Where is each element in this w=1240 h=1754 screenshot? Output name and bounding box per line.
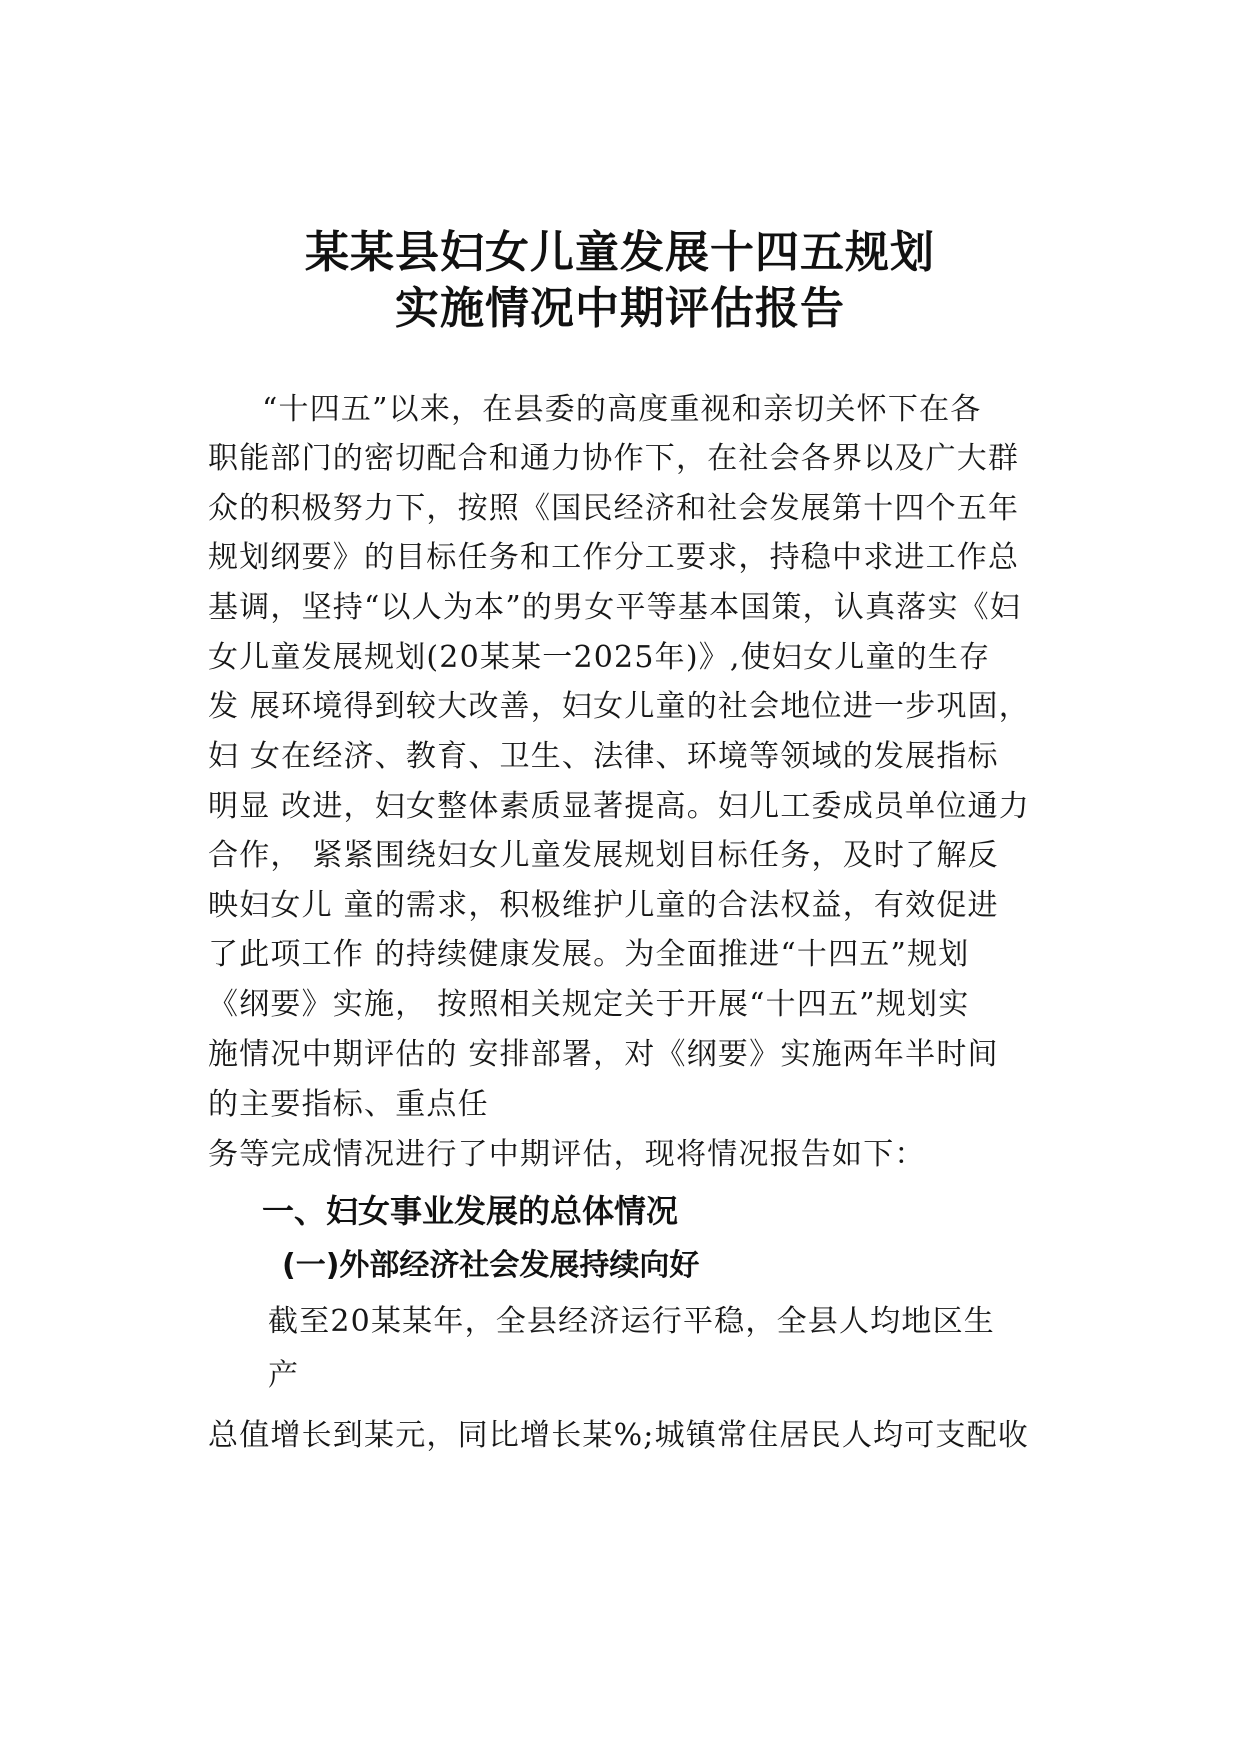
intro-line: 了此项工作 的持续健康发展。为全面推进“十四五”规划 xyxy=(208,937,970,972)
section-heading: 一、妇女事业发展的总体情况 xyxy=(262,1192,679,1230)
intro-line: 合作， 紧紧围绕妇女儿童发展规划目标任务，及时了解反 xyxy=(208,838,999,873)
intro-line: 规划纲要》的目标任务和工作分工要求，持稳中求进工作总 xyxy=(208,540,1020,575)
intro-line: 明显 改进，妇女整体素质显著提高。妇儿工委成员单位通力 xyxy=(208,789,1030,824)
intro-line: “十四五”以来，在县委的高度重视和亲切关怀下在各 xyxy=(262,392,982,427)
body-line: 截至20某某年，全县经济运行平稳，全县人均地区生 xyxy=(268,1304,995,1339)
intro-line: 的主要指标、重点任 xyxy=(208,1087,489,1122)
subsection-heading: (一)外部经济社会发展持续向好 xyxy=(282,1248,700,1283)
intro-line: 基调，坚持“以人为本”的男女平等基本国策，认真落实《妇 xyxy=(208,590,1022,625)
intro-line: 映妇女儿 童的需求，积极维护儿童的合法权益，有效促进 xyxy=(208,888,999,923)
document-title-line1: 某某县妇女儿童发展十四五规划 xyxy=(305,227,935,278)
intro-line: 职能部门的密切配合和通力协作下，在社会各界以及广大群 xyxy=(208,441,1020,476)
body-line: 产 xyxy=(268,1358,300,1393)
intro-line: 发 展环境得到较大改善，妇女儿童的社会地位进一步巩固， xyxy=(208,689,1030,724)
intro-line: 施情况中期评估的 安排部署，对《纲要》实施两年半时间 xyxy=(208,1037,999,1072)
document-title-line2: 实施情况中期评估报告 xyxy=(395,283,845,334)
intro-line: 《纲要》实施， 按照相关规定关于开展“十四五”规划实 xyxy=(208,987,970,1022)
body-line: 总值增长到某元，同比增长某%;城镇常住居民人均可支配收 xyxy=(208,1418,1030,1453)
intro-line: 众的积极努力下，按照《国民经济和社会发展第十四个五年 xyxy=(208,491,1020,526)
intro-line: 女儿童发展规划(20某某一2025年)》,使妇女儿童的生存 xyxy=(208,640,991,675)
intro-line: 妇 女在经济、教育、卫生、法律、环境等领域的发展指标 xyxy=(208,739,999,774)
intro-line: 务等完成情况进行了中期评估，现将情况报告如下： xyxy=(208,1137,926,1172)
